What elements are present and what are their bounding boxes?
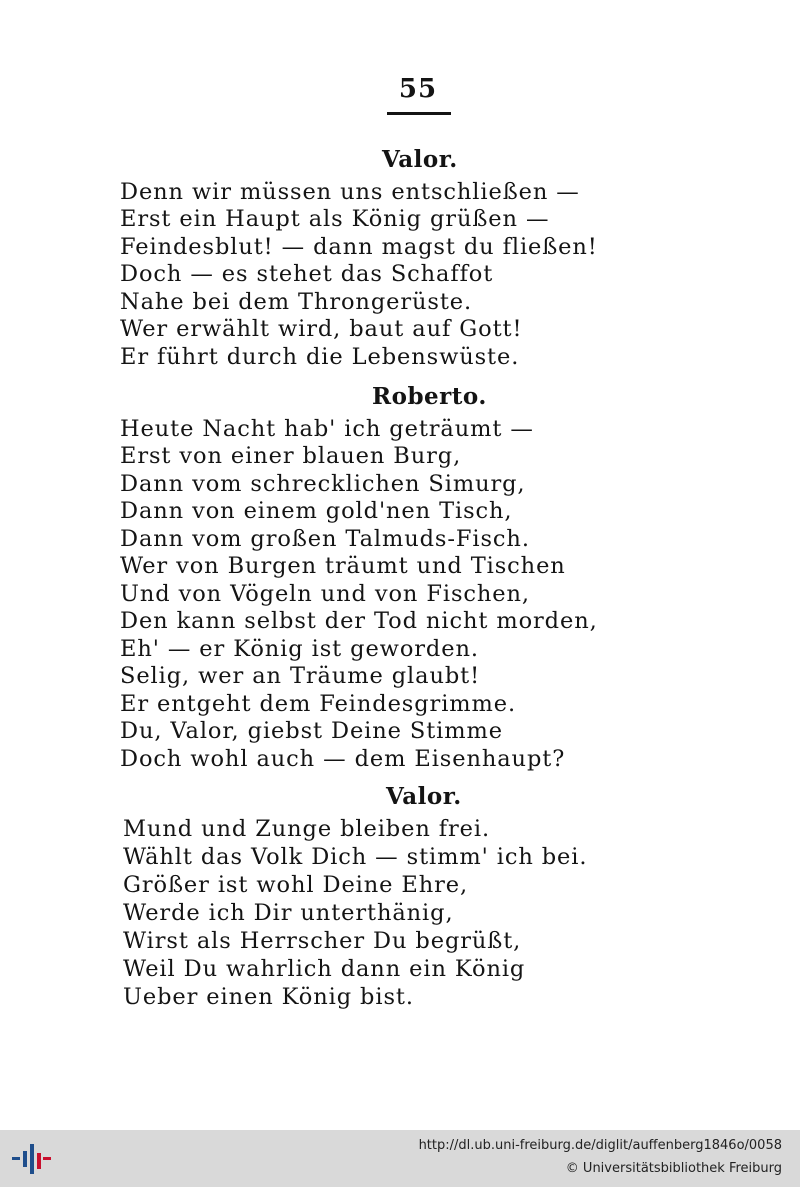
footer-copyright: © Universitätsbibliothek Freiburg	[565, 1161, 782, 1176]
verse-line: Er führt durch die Lebenswüste.	[120, 344, 520, 370]
page-number-rule	[387, 112, 451, 115]
verse-line: Nahe bei dem Throngerüste.	[120, 289, 473, 315]
verse-line: Wer von Burgen träumt und Tischen	[120, 553, 566, 579]
verse-line: Selig, wer an Träume glaubt!	[120, 663, 481, 689]
speaker-heading-roberto: Roberto.	[372, 383, 487, 410]
verse-line: Dann vom schrecklichen Simurg,	[120, 471, 526, 497]
verse-line: Feindesblut! — dann magst du fließen!	[120, 234, 598, 260]
verse-line: Ueber einen König bist.	[123, 984, 414, 1010]
verse-line: Eh' — er König ist geworden.	[120, 636, 479, 662]
verse-line: Dann vom großen Talmuds-Fisch.	[120, 526, 530, 552]
verse-line: Du, Valor, giebst Deine Stimme	[120, 718, 503, 744]
verse-line: Den kann selbst der Tod nicht morden,	[120, 608, 598, 634]
verse-line: Größer ist wohl Deine Ehre,	[123, 872, 469, 898]
verse-line: Mund und Zunge bleiben frei.	[123, 816, 491, 842]
footer-permalink[interactable]: http://dl.ub.uni-freiburg.de/diglit/auffenberg1846o/0058	[418, 1138, 782, 1153]
verse-line: Weil Du wahrlich dann ein König	[123, 956, 526, 982]
verse-line: Heute Nacht hab' ich geträumt —	[120, 416, 534, 442]
verse-line: Wer erwählt wird, baut auf Gott!	[120, 316, 523, 342]
verse-line: Wählt das Volk Dich — stimm' ich bei.	[123, 844, 588, 870]
verse-line: Wirst als Herrscher Du begrüßt,	[123, 928, 522, 954]
verse-line: Denn wir müssen uns entschließen —	[120, 179, 580, 205]
page-number: 55	[398, 74, 438, 104]
verse-line: Und von Vögeln und von Fischen,	[120, 581, 530, 607]
verse-line: Erst ein Haupt als König grüßen —	[120, 206, 550, 232]
verse-line: Dann von einem gold'nen Tisch,	[120, 498, 513, 524]
verse-line: Werde ich Dir unterthänig,	[123, 900, 454, 926]
verse-line: Doch — es stehet das Schaffot	[120, 261, 494, 287]
verse-line: Er entgeht dem Feindesgrimme.	[120, 691, 517, 717]
speaker-heading-valor: Valor.	[386, 783, 462, 810]
footer-bar	[0, 1130, 800, 1187]
verse-line: Erst von einer blauen Burg,	[120, 443, 462, 469]
verse-line: Doch wohl auch — dem Eisenhaupt?	[120, 746, 566, 772]
speaker-heading-valor: Valor.	[382, 146, 458, 173]
ub-freiburg-logo-icon	[10, 1138, 52, 1180]
